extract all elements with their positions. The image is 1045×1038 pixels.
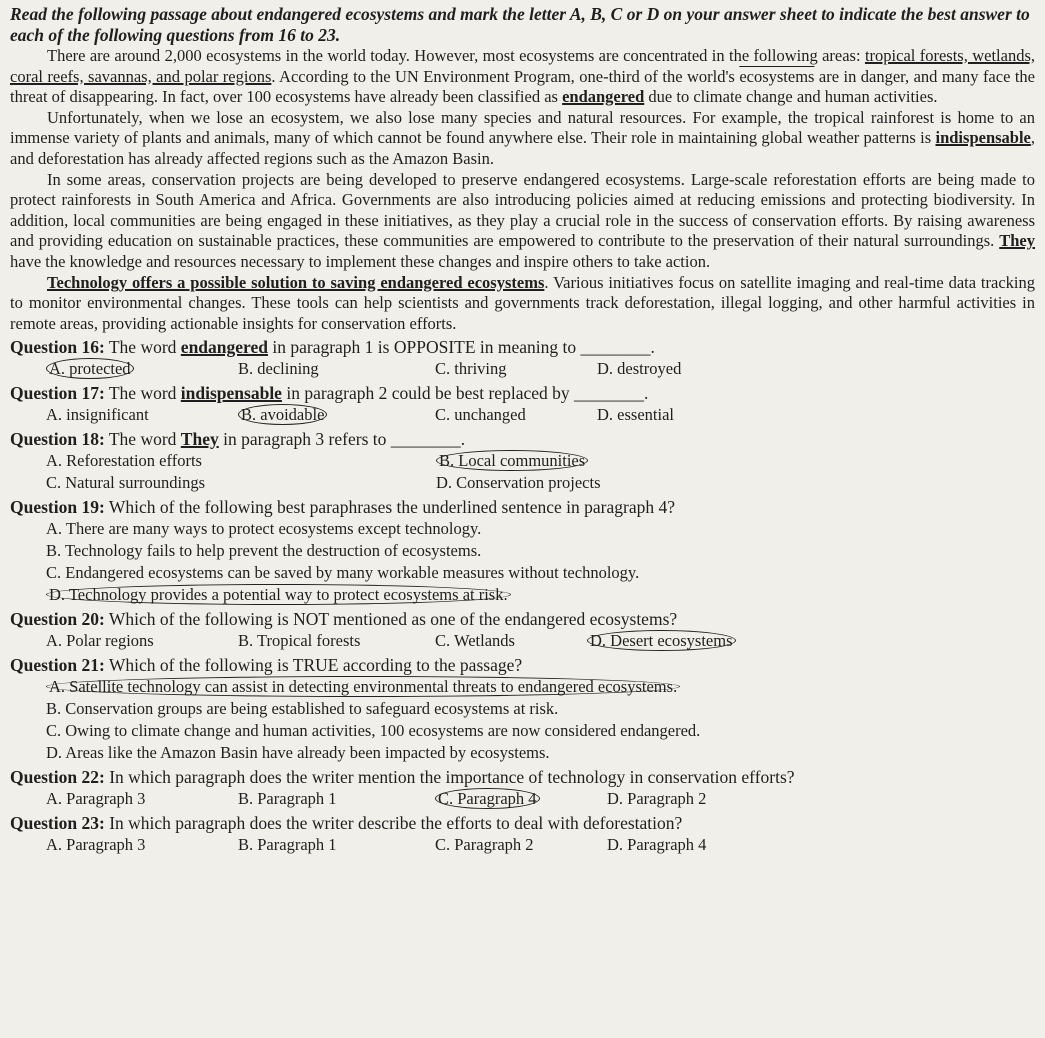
q17-stem-a: The word [104,383,181,404]
q22-number: Question 22: [10,767,105,788]
q21-option-b[interactable]: B. Conservation groups are being established to safeguard ecosystems at risk. [46,699,559,719]
paragraph-3 [10,170,1035,273]
p4-text-a: . Various initiatives focus on satellite imaging and real-time data tracking to monitor environmental changes. These tools can help scientists and governments track deforestation, illegal logging, and other harmful activities in remote areas, providing actionable insights for conservation efforts. [10,272,1035,333]
q16-option-a[interactable] [46,358,238,380]
instructions: Read the following passage about endangered ecosystems and mark the letter A, B, C or D on your answer sheet to indicate the best answer to each of the following questions from 16 to 23. [10,4,1030,45]
q22-option-b[interactable]: B. Paragraph 1 [238,789,337,809]
q20-number: Question 20: [10,609,105,630]
q20-option-d-text: D. Desert ecosystems [587,630,736,651]
q22-options [10,788,1035,810]
q18-options [10,450,1035,494]
q17-stem-b: in paragraph 2 could be best replaced by ________. [281,383,649,404]
q23-option-a[interactable]: A. Paragraph 3 [46,835,146,855]
q18-option-b-text: B. Local communities [436,450,588,471]
p4-underline-sentence: Technology offers a possible solution to saving endangered ecosystems [47,272,545,292]
q19-options [10,518,1035,606]
question-23 [10,812,1035,834]
p2-underline-indispensable: indispensable [935,128,1031,148]
q17-option-c[interactable]: C. unchanged [435,405,526,425]
p1-underline-regions: tropical forests, wetlands, coral reefs, savannas, and polar regions [10,46,1035,86]
q22-option-c[interactable] [435,788,607,810]
question-18 [10,428,1035,450]
q16-stem-underline: endangered [180,337,268,358]
q17-option-b[interactable] [238,404,435,426]
q23-stem: In which paragraph does the writer describe the efforts to deal with deforestation? [104,813,683,834]
q19-option-d[interactable] [46,584,1035,606]
q16-option-c[interactable]: C. thriving [435,359,507,379]
q16-option-d[interactable]: D. destroyed [597,359,682,379]
p1-underline-endangered: endangered [562,87,645,107]
q17-stem-underline: indispensable [180,383,282,404]
q21-option-c[interactable]: C. Owing to climate change and human activities, 100 ecosystems are now considered endangered. [46,721,701,741]
q23-option-b[interactable]: B. Paragraph 1 [238,835,337,855]
q19-option-a[interactable]: A. There are many ways to protect ecosystems except technology. [46,519,482,539]
q16-option-a-text: A. protected [46,358,134,379]
q19-number: Question 19: [10,497,105,518]
p2-text-b: , and deforestation has already affected regions such as the Amazon Basin. [10,128,1035,168]
q21-option-a-text: A. Satellite technology can assist in detecting environmental threats to endangered ecosystems. [46,676,680,697]
q16-number: Question 16: [10,337,105,358]
q22-option-a[interactable]: A. Paragraph 3 [46,789,146,809]
q20-option-d[interactable] [587,630,736,652]
p1-overline-ecosystems: ecosystems [739,66,815,86]
q19-option-d-text: D. Technology provides a potential way to protect ecosystems at risk. [46,584,511,605]
q20-stem: Which of the following is NOT mentioned as one of the endangered ecosystems? [104,609,678,630]
q17-options [10,404,1035,426]
p1-text-a: There are around 2,000 ecosystems in the world today. However, most ecosystems are concentrated in the following areas: [47,46,865,65]
q19-option-c[interactable]: C. Endangered ecosystems can be saved by many workable measures without technology. [46,563,640,583]
q19-stem: Which of the following best paraphrases the underlined sentence in paragraph 4? [104,497,675,518]
p1-text-d: due to climate change and human activities. [644,87,938,107]
question-22 [10,766,1035,788]
q23-number: Question 23: [10,813,105,834]
q21-option-a[interactable] [46,676,1035,698]
q18-option-a[interactable]: A. Reforestation efforts [46,451,202,471]
q18-stem-a: The word [104,429,181,450]
p1-text-c: are in danger, and many face the threat of disappearing. In fact, over 100 ecosystems have already been classified as [10,66,1036,107]
q23-options [10,834,1035,856]
paragraph-1 [10,46,1035,108]
q16-stem-b: in paragraph 1 is OPPOSITE in meaning to ________. [267,337,655,358]
q21-stem: Which of the following is TRUE according to the passage? [104,655,523,676]
q20-option-a[interactable]: A. Polar regions [46,631,154,651]
question-16 [10,336,1035,358]
q22-stem: In which paragraph does the writer mention the importance of technology in conservation efforts? [104,767,795,788]
q18-number: Question 18: [10,429,105,450]
q21-options [10,676,1035,764]
question-19 [10,496,1035,518]
q18-stem-underline: They [180,429,219,450]
p2-text-a: Unfortunately, when we lose an ecosystem, we also lose many species and natural resources. For example, the tropical rainforest is home to an immense variety of plants and animals, many of which cannot be found anywhere else. Their role in maintaining global weather patterns is [10,107,1035,148]
q20-option-c[interactable]: C. Wetlands [435,631,515,651]
question-20 [10,608,1035,630]
paragraph-4 [10,273,1035,335]
p3-underline-they: They [999,231,1035,251]
q16-option-b[interactable]: B. declining [238,359,319,379]
q22-option-c-text: C. Paragraph 4 [435,788,540,809]
q17-number: Question 17: [10,383,105,404]
q23-option-c[interactable]: C. Paragraph 2 [435,835,534,855]
p3-text-a: In some areas, conservation projects are being developed to preserve endangered ecosystems. Large-scale reforestation efforts are being made to protect rainforests in South America and Africa. Governments are also introducing policies aimed at reducing emissions and protecting biodiversity. In addition, local communities are being engaged in these initiatives, as they play a crucial role in the success of conservation efforts. By raising awareness and providing education on sustainable practices, these communities are empowered to contribute to the preservation of their natural surroundings. [10,169,1035,251]
question-21 [10,654,1035,676]
q23-option-d[interactable]: D. Paragraph 4 [607,835,707,855]
q18-stem-b: in paragraph 3 refers to ________. [218,429,466,450]
p3-text-b: have the knowledge and resources necessary to implement these changes and inspire others to take action. [10,251,711,271]
q20-options [10,630,1035,652]
q17-option-a[interactable]: A. insignificant [46,405,149,425]
q18-option-d[interactable]: D. Conservation projects [436,473,601,493]
q18-option-c[interactable]: C. Natural surroundings [46,473,206,493]
q19-option-b[interactable]: B. Technology fails to help prevent the destruction of ecosystems. [46,541,482,561]
q21-option-d[interactable]: D. Areas like the Amazon Basin have already been impacted by ecosystems. [46,743,550,763]
paragraph-2 [10,108,1035,170]
q22-option-d[interactable]: D. Paragraph 2 [607,789,707,809]
q16-options [10,358,1035,380]
p1-text-b: . According to the UN Environment Program, one-third of the world's [271,66,740,86]
q20-option-b[interactable]: B. Tropical forests [238,631,361,651]
question-17 [10,382,1035,404]
q21-number: Question 21: [10,655,105,676]
worksheet [10,4,1035,856]
q17-option-b-text: B. avoidable [238,404,327,425]
q17-option-d[interactable]: D. essential [597,405,674,425]
q18-option-b[interactable] [436,450,816,472]
q16-stem-a: The word [104,337,181,358]
